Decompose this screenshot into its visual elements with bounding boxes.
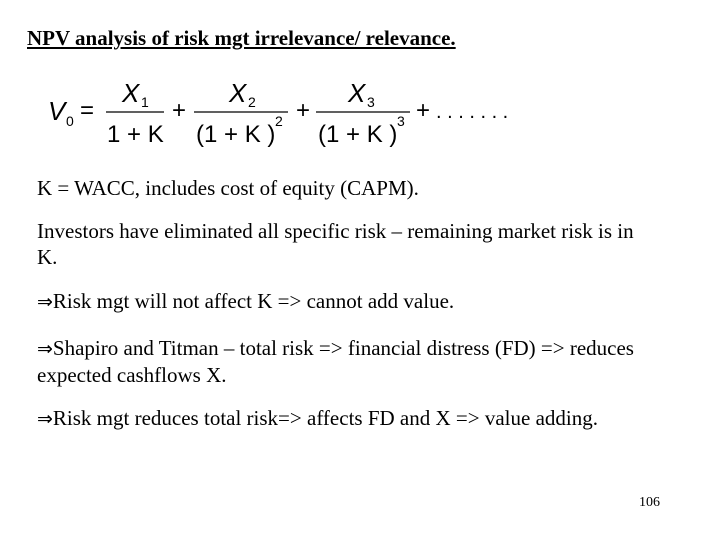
paragraph-shapiro-titman [37, 335, 657, 388]
term3-exponent: 3 [397, 113, 405, 129]
plus-sign-1: + [172, 97, 187, 124]
slide-title: NPV analysis of risk mgt irrelevance/ relevance. [27, 26, 456, 50]
term1-num-sub: 1 [141, 94, 149, 110]
term2-num-sub: 2 [248, 94, 256, 110]
term2-exponent: 2 [275, 113, 283, 129]
formula-lhs-var: V [48, 96, 66, 126]
formula-ellipsis: . . . . . . . [436, 101, 509, 123]
npv-formula-graphic [42, 76, 509, 156]
paragraph-specific-risk: Investors have eliminated all specific risk – remaining market risk is in K. [37, 219, 634, 269]
plus-sign-2: + [296, 97, 311, 124]
paragraph-no-value-text: Risk mgt will not affect K => cannot add value. [52, 289, 455, 313]
term1-denominator: 1 + K [107, 121, 164, 148]
implies-arrow-icon: ⇒ [37, 291, 53, 313]
plus-sign-3: + [416, 97, 431, 124]
formula-lhs-sub: 0 [66, 113, 74, 129]
npv-formula [42, 76, 509, 156]
term3-num-var: X [348, 78, 366, 108]
paragraph-shapiro-titman-text: Shapiro and Titman – total risk => financial distress (FD) => reduces expected cashflows X. [37, 336, 634, 387]
paragraph-no-value [37, 288, 657, 315]
implies-arrow-icon: ⇒ [37, 338, 53, 360]
page-number: 106 [639, 495, 660, 510]
implies-arrow-icon: ⇒ [37, 408, 53, 430]
term2-denominator: (1 + K ) [196, 121, 276, 148]
paragraph-wacc: K = WACC, includes cost of equity (CAPM). [37, 176, 419, 200]
term3-denominator: (1 + K ) [318, 121, 398, 148]
term3-num-sub: 3 [367, 94, 375, 110]
paragraph-value-adding-text: Risk mgt reduces total risk=> affects FD and X => value adding. [52, 406, 598, 430]
paragraph-value-adding [37, 405, 657, 432]
formula-equals: = [80, 97, 95, 124]
term1-num-var: X [122, 78, 140, 108]
term2-num-var: X [229, 78, 247, 108]
